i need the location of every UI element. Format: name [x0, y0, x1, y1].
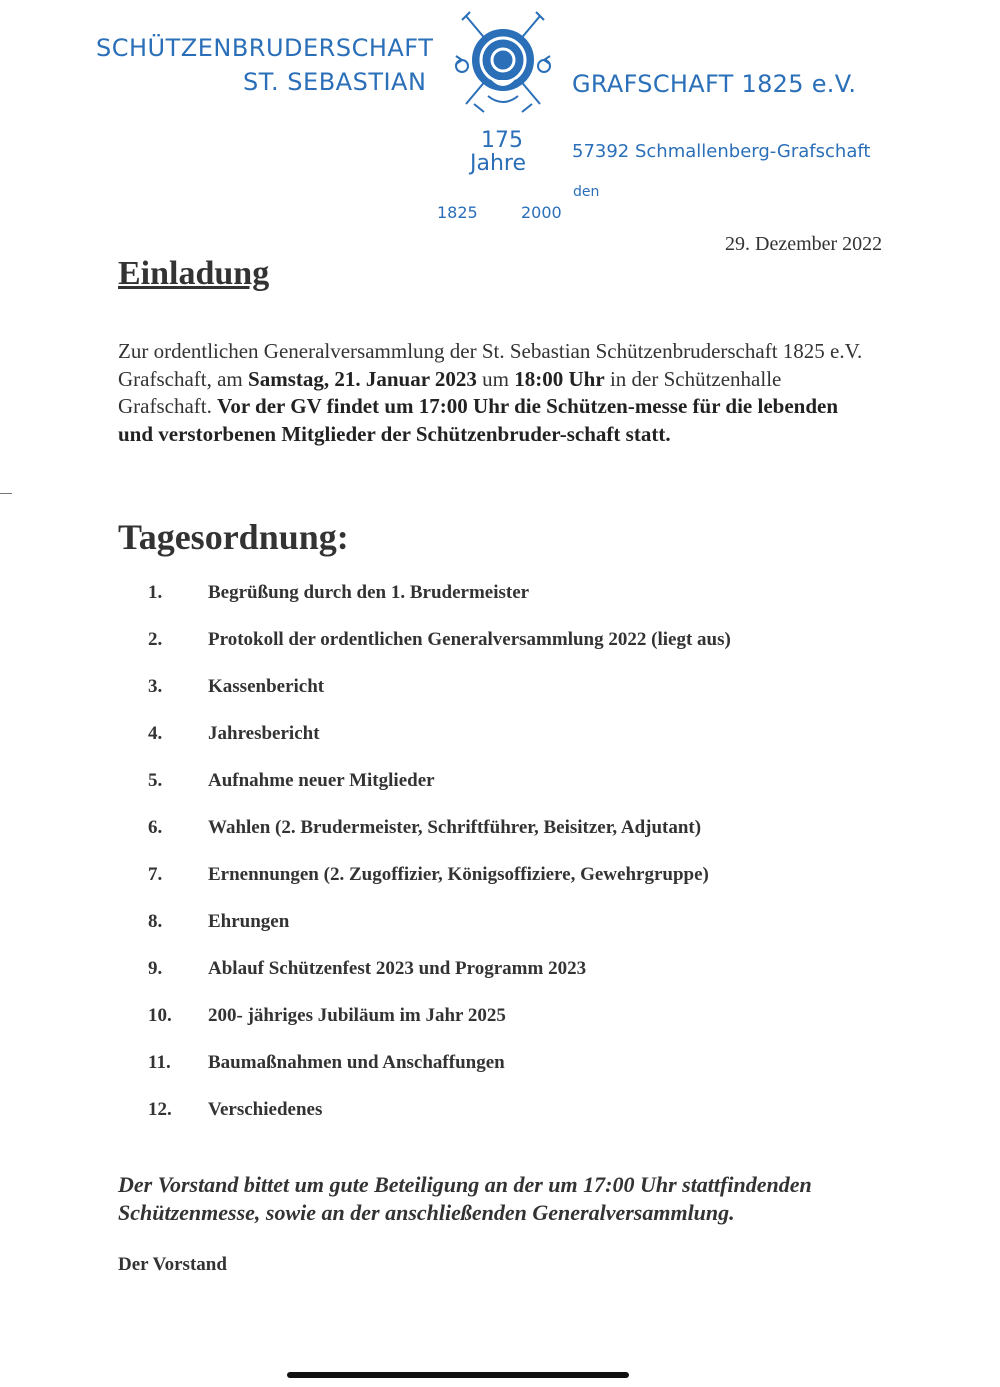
agenda-item-number: 7.: [148, 864, 163, 885]
intro-time: 18:00 Uhr: [514, 366, 605, 391]
agenda-item-text: Verschiedenes: [208, 1099, 323, 1120]
org-name-line3: GRAFSCHAFT 1825 e.V.: [572, 70, 857, 98]
agenda-item-text: Jahresbericht: [208, 723, 320, 744]
agenda-item-text: Protokoll der ordentlichen Generalversammlung 2022 (liegt aus): [208, 629, 731, 650]
agenda-item-number: 8.: [148, 911, 163, 932]
anniversary-number: 175: [481, 128, 523, 153]
agenda-item-number: 3.: [148, 676, 163, 697]
agenda-item-text: 200- jähriges Jubiläum im Jahr 2025: [208, 1005, 506, 1026]
address: 57392 Schmallenberg-Grafschaft: [572, 141, 871, 162]
agenda-item-text: Ablauf Schützenfest 2023 und Programm 2023: [208, 958, 587, 979]
agenda-item-text: Wahlen (2. Brudermeister, Schriftführer, Beisitzer, Adjutant): [208, 817, 702, 838]
agenda-title: Tagesordnung:: [118, 517, 349, 557]
date-prefix: den: [573, 184, 600, 200]
agenda-item-number: 2.: [148, 629, 163, 650]
intro-text-1: Zur ordentlichen Generalversammlung der St. Sebastian Schützenbruderschaft 1825 e.V. Grafschaft, am: [118, 339, 863, 391]
agenda-item-text: Baumaßnahmen und Anschaffungen: [208, 1052, 505, 1073]
year-end: 2000: [521, 203, 562, 222]
agenda-item-number: 12.: [148, 1099, 172, 1120]
agenda-item-number: 11.: [148, 1052, 171, 1073]
intro-text-3: in der Schützenhalle Grafschaft.: [118, 366, 782, 418]
intro-mass-note: Vor der GV findet um 17:00 Uhr die Schützen-messe für die lebenden und verstorbenen Mitglieder der Schützenbruder-schaft statt.: [118, 394, 839, 446]
signature: Der Vorstand: [118, 1254, 227, 1275]
closing-paragraph: Der Vorstand bittet um gute Beteiligung an der um 17:00 Uhr stattfindenden Schützenmesse, sowie an der anschließenden Generalversammlung.: [118, 1172, 812, 1225]
agenda-item-number: 6.: [148, 817, 163, 838]
agenda-item-number: 5.: [148, 770, 163, 791]
intro-text-2: um: [476, 366, 515, 391]
agenda-item-text: Kassenbericht: [208, 676, 325, 697]
year-start: 1825: [437, 203, 478, 222]
agenda-item-text: Ernennungen (2. Zugoffizier, Königsoffiziere, Gewehrgruppe): [208, 864, 709, 885]
agenda-item-number: 10.: [148, 1005, 172, 1026]
home-indicator[interactable]: [287, 1372, 629, 1378]
agenda-item-text: Ehrungen: [208, 911, 290, 932]
agenda-item-text: Begrüßung durch den 1. Brudermeister: [208, 582, 530, 603]
agenda-item-number: 1.: [148, 582, 163, 603]
agenda-item-text: Aufnahme neuer Mitglieder: [208, 770, 435, 791]
letter-date: 29. Dezember 2022: [725, 233, 883, 255]
intro-date: Samstag, 21. Januar 2023: [248, 366, 477, 391]
agenda-item-number: 4.: [148, 723, 163, 744]
margin-mark: [0, 493, 12, 494]
anniversary-word: Jahre: [470, 151, 527, 176]
club-logo-icon: [448, 8, 558, 118]
intro-paragraph: [118, 338, 878, 448]
org-name-line1: SCHÜTZENBRUDERSCHAFT: [96, 34, 434, 62]
org-name-line2: ST. SEBASTIAN: [243, 68, 427, 96]
page-title: Einladung: [118, 255, 270, 292]
agenda-item-number: 9.: [148, 958, 163, 979]
